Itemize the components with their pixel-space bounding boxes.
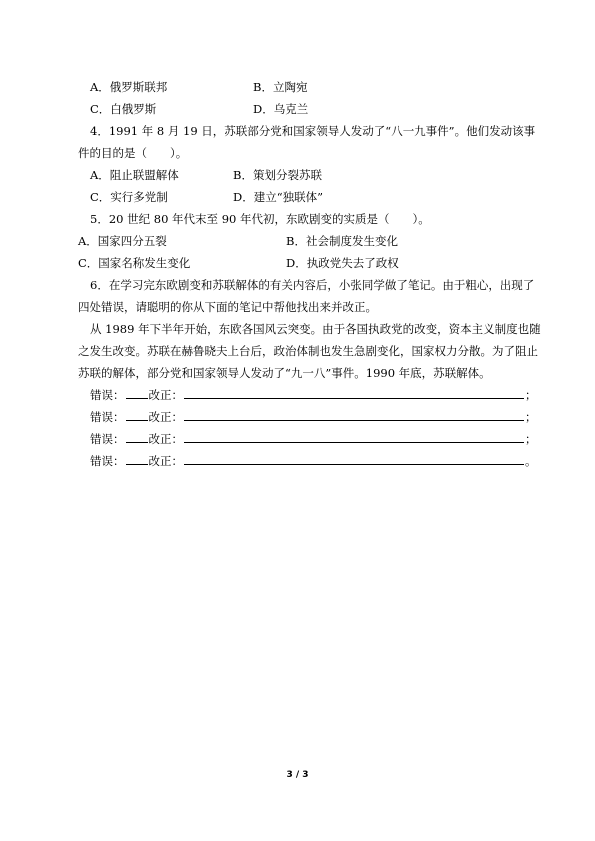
- correction-blank[interactable]: [184, 409, 524, 421]
- error-blank[interactable]: [126, 453, 148, 465]
- q6-note-line-2: 之发生改变。苏联在赫鲁晓夫上台后，政治体制也发生急剧变化，国家权力分散。为了阻止: [78, 344, 538, 358]
- line-end-mark: ；: [525, 388, 537, 402]
- line-end-mark: ；: [525, 410, 537, 424]
- error-blank[interactable]: [126, 387, 148, 399]
- correction-label: 改正：: [148, 388, 183, 402]
- answer-line-2: [90, 409, 537, 425]
- q3-option-b: B．立陶宛: [253, 80, 308, 94]
- q4-option-a: A．阻止联盟解体: [90, 168, 179, 182]
- error-label: 错误：: [90, 388, 125, 402]
- q6-note-line-1: 从 1989 年下半年开始，东欧各国风云突变。由于各国执政党的改变，资本主义制度也随: [90, 322, 541, 336]
- q5-options-row-2: [78, 255, 399, 271]
- q3-option-c: C．白俄罗斯: [90, 102, 157, 116]
- q6-stem-line-1: 6．在学习完东欧剧变和苏联解体的有关内容后，小张同学做了笔记。由于粗心，出现了: [90, 278, 535, 292]
- q3-option-a: A．俄罗斯联邦: [90, 80, 168, 94]
- q5-options-row-1: [78, 233, 398, 249]
- correction-blank[interactable]: [184, 431, 524, 443]
- answer-line-4: [90, 453, 537, 469]
- q4-option-c: C．实行多党制: [90, 190, 168, 204]
- correction-label: 改正：: [148, 454, 183, 468]
- error-label: 错误：: [90, 432, 125, 446]
- q5-stem: 5．20 世纪 80 年代末至 90 年代初，东欧剧变的实质是（ ）。: [90, 212, 430, 226]
- line-end-mark: 。: [525, 454, 537, 468]
- error-label: 错误：: [90, 454, 125, 468]
- q4-stem-line-2: 件的目的是（ ）。: [78, 146, 188, 160]
- answer-line-1: [90, 387, 537, 403]
- q5-option-a: A．国家四分五裂: [78, 234, 167, 248]
- correction-blank[interactable]: [184, 453, 524, 465]
- q5-option-b: B．社会制度发生变化: [286, 234, 398, 248]
- q4-options-row-1: [90, 167, 322, 183]
- q3-options-row-1: [90, 79, 307, 95]
- q3-options-row-2: [90, 101, 308, 117]
- q5-option-d: D．执政党失去了政权: [286, 256, 399, 270]
- error-label: 错误：: [90, 410, 125, 424]
- correction-label: 改正：: [148, 432, 183, 446]
- q4-stem-line-1: 4．1991 年 8 月 19 日，苏联部分党和国家领导人发动了“八一九事件”。他们发动该事: [90, 124, 536, 138]
- error-blank[interactable]: [126, 431, 148, 443]
- q3-option-d: D．乌克兰: [253, 102, 309, 116]
- q4-option-b: B．策划分裂苏联: [233, 168, 322, 182]
- q5-option-c: C．国家名称发生变化: [78, 256, 191, 270]
- q6-note-line-3: 苏联的解体，部分党和国家领导人发动了“九一八”事件。1990 年底，苏联解体。: [78, 366, 491, 380]
- page-number: 3 / 3: [286, 770, 309, 780]
- line-end-mark: ；: [525, 432, 537, 446]
- error-blank[interactable]: [126, 409, 148, 421]
- q6-stem-line-2: 四处错误，请聪明的你从下面的笔记中帮他找出来并改正。: [78, 300, 377, 314]
- correction-label: 改正：: [148, 410, 183, 424]
- q4-options-row-2: [90, 189, 323, 205]
- q4-option-d: D．建立“独联体”: [233, 190, 323, 204]
- answer-line-3: [90, 431, 537, 447]
- correction-blank[interactable]: [184, 387, 524, 399]
